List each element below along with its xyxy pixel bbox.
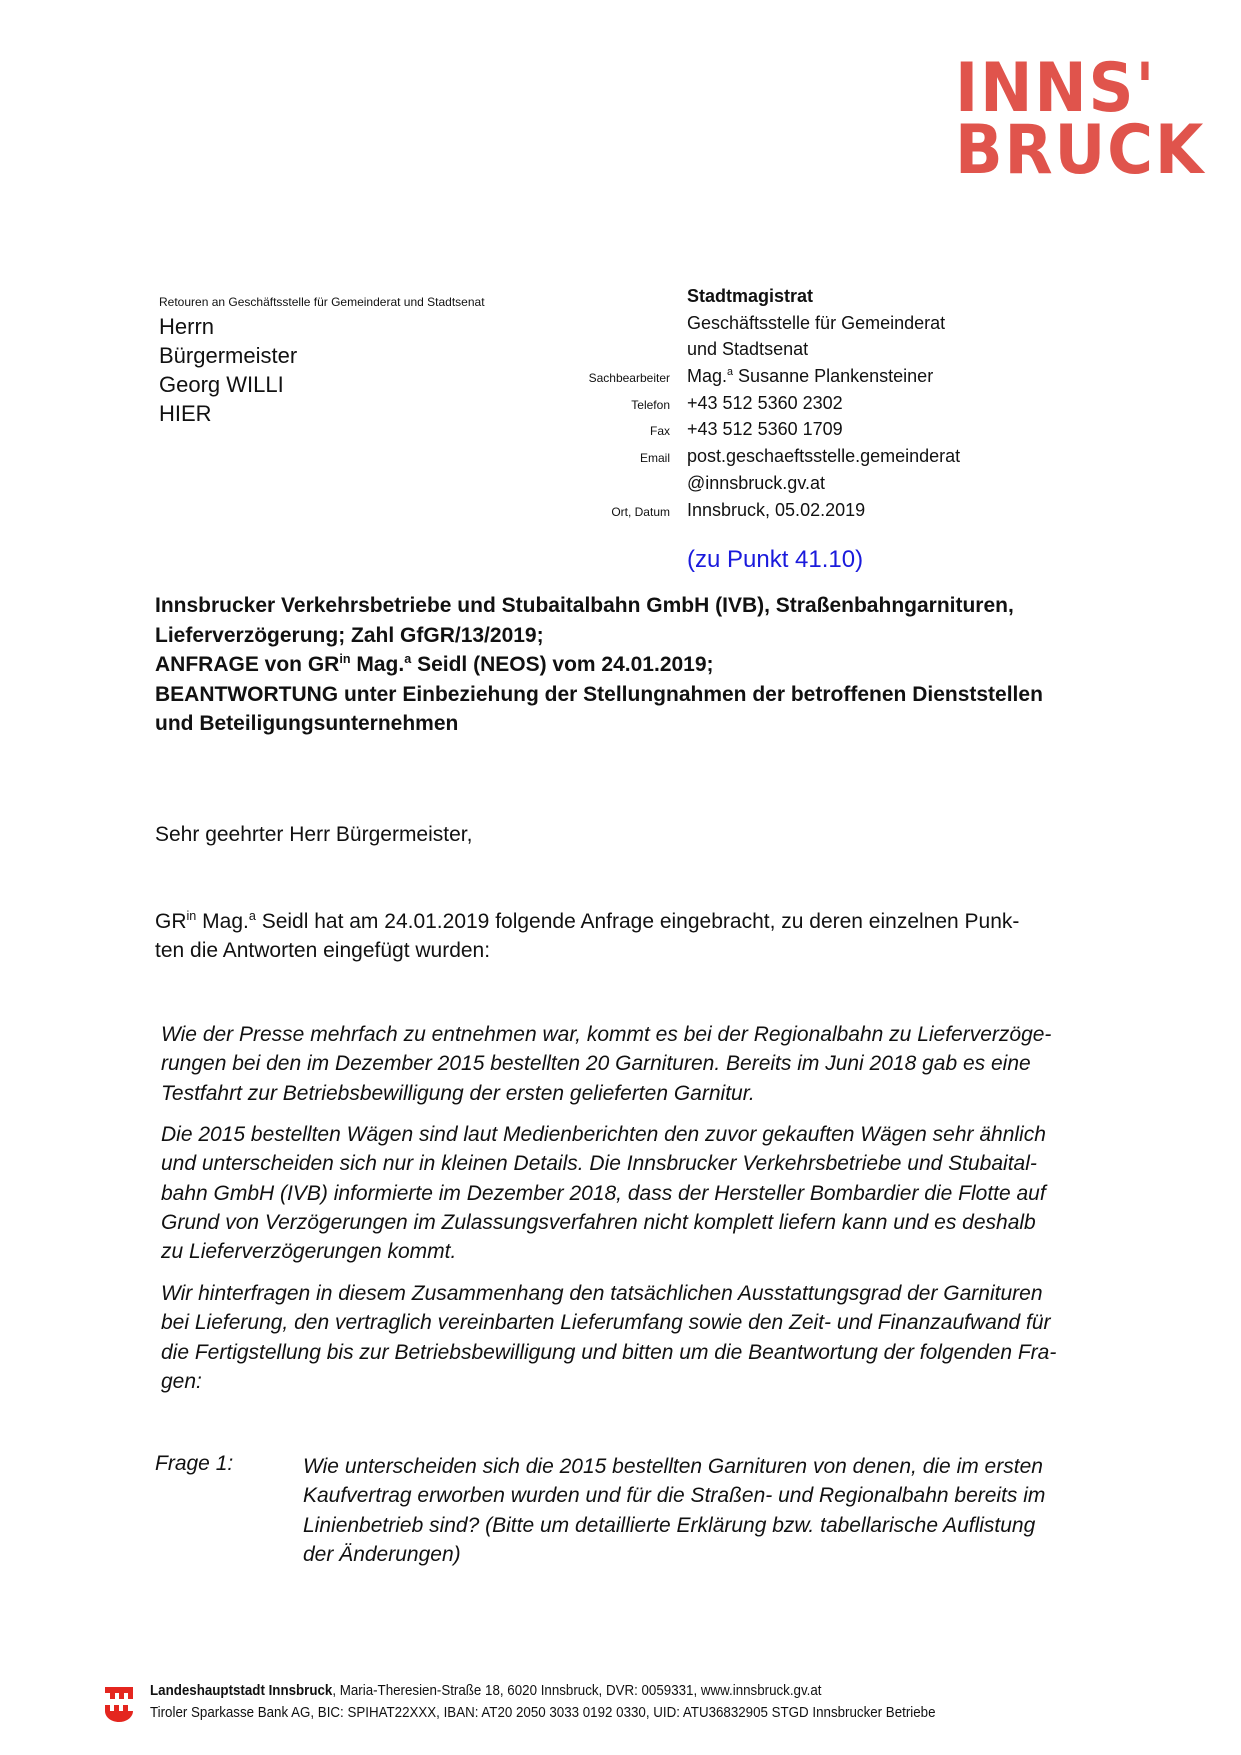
date-value: Innsbruck, 05.02.2019	[687, 499, 866, 520]
fax-label: Fax	[649, 424, 670, 439]
email-value: post.geschaeftsstelle.gemeinderat	[687, 446, 961, 467]
sender-org: Stadtmagistrat	[687, 286, 814, 306]
question-label: Frage 1:	[155, 1452, 234, 1475]
footer-line-2: Tiroler Sparkasse Bank AG, BIC: SPIHAT22XXX, IBAN: AT20 2050 3033 0192 0330, UID: ATU36832905 STGD Innsbrucker Betriebe	[150, 1705, 936, 1721]
phone-value: +43 512 5360 2302	[687, 392, 843, 413]
email-label: Email	[639, 451, 670, 466]
clerk-label: Sachbearbeiter	[588, 371, 670, 386]
fax-value: +43 512 5360 1709	[687, 419, 843, 440]
agenda-point: (zu Punkt 41.10)	[687, 546, 864, 573]
quote-paragraph: Wir hinterfragen in diesem Zusammenhang den tatsächlichen Ausstattungsgrad der Garnituren bei Lieferung, den vertraglich vereinbarten Lieferumfang sowie den Zeit- und Finanzaufwand für die Fertigstellung bis zur Betriebsbewilligung und bitten um die Beantwortung der folgenden Fra- gen:	[161, 1282, 1057, 1393]
clerk-name: Mag.$^a$ Susanne Plankensteiner	[687, 366, 934, 387]
recipient-address: Herrn Bürgermeister Georg WILLI HIER	[159, 314, 298, 426]
innsbruck-logo: INNS' BRUCK	[955, 49, 1206, 190]
subject-title: Innsbrucker Verkehrsbetriebe und Stubaitalbahn GmbH (IVB), Straßenbahngarnituren, Lieferverzögerung; Zahl GfGR/13/2019; ANFRAGE von $GR^{in}$ Mag.$^a$ Seidl (NEOS) vom 24.01.2019; BEANTWORTUNG unter Einbeziehung der Stellungnahmen der betroffenen Dienststellen und Beteiligungsunternehmen	[155, 594, 1043, 735]
quote-paragraph: Die 2015 bestellten Wägen sind laut Medienberichten den zuvor gekauften Wägen sehr ähnlich und unterscheiden sich nur in kleinen Details. Die Innsbrucker Verkehrsbetriebe und Stubaital- bahn GmbH (IVB) informierte im Dezember 2018, dass der Hersteller Bombardier die Flotte auf Grund von Verzögerungen im Zulassungsverfahren nicht komplett liefern kann und es deshalb zu Lieferverzögerungen kommt.	[161, 1123, 1046, 1264]
quote-paragraph: Wie der Presse mehrfach zu entnehmen war, kommt es bei der Regionalbahn zu Lieferverzöge- rungen bei den im Dezember 2015 bestellten 20 Garnituren. Bereits im Juni 2018 gab es eine Testfahrt zur Betriebsbewilligung der ersten gelieferten Garnitur.	[161, 1023, 1052, 1105]
sender-info	[560, 286, 1120, 526]
salutation: Sehr geehrter Herr Bürgermeister,	[155, 823, 473, 846]
innsbruck-coat-of-arms-icon	[105, 1685, 133, 1723]
date-label: Ort, Datum	[611, 504, 670, 519]
intro-paragraph: $GR^{in}$ Mag.$^a$ Seidl hat am 24.01.2019 folgende Anfrage eingebracht, zu deren einzelnen Punk- ten die Antworten eingefügt wurden:	[155, 909, 1020, 962]
email-value: @innsbruck.gv.at	[687, 472, 825, 493]
question-text: Wie unterscheiden sich die 2015 bestellten Garnituren von denen, die im ersten Kaufvertrag erworben wurden und für die Straßen- und Regionalbahn bereits im Linienbetrieb sind? (Bitte um detaillierte Erklärung bzw. tabellarische Auflistung der Änderungen)	[303, 1455, 1046, 1566]
return-note: Retouren an Geschäftsstelle für Gemeinderat und Stadtsenat	[159, 295, 485, 309]
footer-line-1: Landeshauptstadt Innsbruck, Maria-Theresien-Straße 18, 6020 Innsbruck, DVR: 0059331, www.innsbruck.gv.at	[150, 1683, 822, 1699]
sender-dept: und Stadtsenat	[687, 339, 809, 360]
sender-dept: Geschäftsstelle für Gemeinderat	[687, 312, 946, 333]
phone-label: Telefon	[631, 397, 670, 412]
